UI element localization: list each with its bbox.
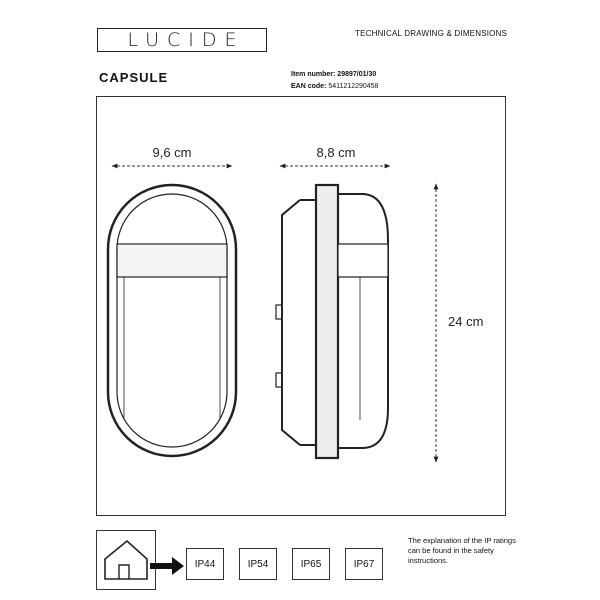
height-label: 24 cm xyxy=(448,314,484,329)
item-number-value: 29897/01/30 xyxy=(337,71,377,78)
side-depth-label: 8,8 cm xyxy=(316,145,356,160)
ip-rating-badge: IP44 xyxy=(186,548,224,580)
document-type: TECHNICAL DRAWING & DIMENSIONS xyxy=(355,29,508,38)
ean-label: EAN code: xyxy=(291,83,327,90)
product-name: CAPSULE xyxy=(99,70,169,85)
ean-value: 5411212290458 xyxy=(328,83,379,90)
side-glass-body xyxy=(338,194,388,448)
house-icon xyxy=(97,531,157,591)
ip-rating-note: The explanation of the IP ratings can be found in the safety instructions. xyxy=(408,536,516,565)
front-band-shade xyxy=(117,244,227,277)
front-width-dimension xyxy=(112,145,232,166)
ip-rating-badge: IP65 xyxy=(292,548,330,580)
side-depth-dimension xyxy=(280,145,390,166)
indoor-outdoor-icon-box xyxy=(96,530,156,590)
front-width-label: 9,6 cm xyxy=(152,145,192,160)
ip-rating-badge: IP54 xyxy=(239,548,277,580)
arrow-right-icon xyxy=(150,556,186,576)
side-flange-shade xyxy=(316,185,338,458)
front-inner-shell xyxy=(117,194,227,447)
logo-text: LUCIDE xyxy=(127,29,245,51)
front-outer-shell xyxy=(108,185,236,456)
side-band xyxy=(338,244,388,277)
ip-rating-badge: IP67 xyxy=(345,548,383,580)
side-view xyxy=(276,185,388,458)
height-dimension xyxy=(436,184,483,462)
side-base-plate xyxy=(282,200,300,445)
item-number-label: Item number: xyxy=(291,71,336,78)
front-view xyxy=(108,185,236,456)
